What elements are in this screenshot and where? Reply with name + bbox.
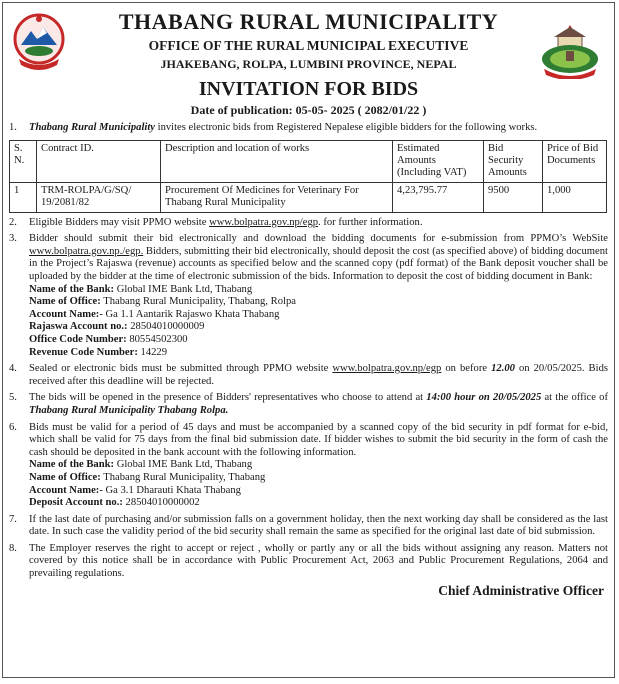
clause-text: The Employer reserves the right to accept or reject , wholly or partly any or all the bids without assigning any reason. Matters not covered by this notice shall be in accordance with Public Procurement Act, 2063 and Public Procurement Regulations, 2064 and prevailing regulations. xyxy=(29,542,608,580)
bank-name-label: Name of the Bank: xyxy=(29,283,115,295)
deposit-account-row xyxy=(29,497,608,510)
clause-2-pre: Eligible Bidders may visit PPMO website xyxy=(29,216,210,228)
municipality-logo xyxy=(538,23,602,79)
clause-number: 3. xyxy=(9,233,17,245)
clause-number: 5. xyxy=(9,392,17,404)
clause-8 xyxy=(9,543,608,581)
office-code-row xyxy=(29,334,608,347)
signatory-title: Chief Administrative Officer xyxy=(438,582,604,598)
clause-number: 2. xyxy=(9,216,17,228)
clause-3-p1: Bidder should submit their bid electronically and download the bidding documents for e-submission from PPMO’s WebSite xyxy=(29,233,608,245)
account-name-label: Account Name:- xyxy=(29,308,103,320)
clause-1-text: invites electronic bids from Registered Nepalese eligible bidders for the following works. xyxy=(154,122,538,133)
table-header-row xyxy=(10,140,607,182)
clause-4-post: on 20/05/2025. Bids received after this deadline will be rejected. xyxy=(29,363,608,387)
ppmo-link[interactable]: www.bolpatra.gov.np./egp. xyxy=(29,245,144,257)
clause-text xyxy=(29,422,608,510)
account-name-label: Account Name:- xyxy=(29,484,103,496)
clause-6 xyxy=(9,422,608,510)
clause-5-mid: at the office of xyxy=(541,392,608,404)
cell-price: 1,000 xyxy=(543,182,607,212)
clause-number: 1. xyxy=(9,122,17,133)
deadline-time: 12.00 xyxy=(491,363,515,375)
revenue-code-value: 14229 xyxy=(137,346,168,358)
notice-body xyxy=(3,122,614,135)
office-name: OFFICE OF THE RURAL MUNICIPAL EXECUTIVE xyxy=(148,38,469,53)
clause-3 xyxy=(9,233,608,359)
bank-name-value: Global IME Bank Ltd, Thabang xyxy=(114,283,253,295)
deposit-account-label: Deposit Account no.: xyxy=(29,497,123,509)
rajaswa-account-row xyxy=(29,321,608,334)
clause-text xyxy=(29,122,608,135)
notice-clauses xyxy=(3,217,614,581)
header-description: Description and location of works xyxy=(161,140,393,182)
clause-number: 8. xyxy=(9,542,17,554)
office-name-label: Name of Office: xyxy=(29,471,101,483)
office-code-value: 80554502300 xyxy=(126,333,188,345)
account-name-value: Ga 3.1 Dharauti Khata Thabang xyxy=(102,484,241,496)
office-name-label: Name of Office: xyxy=(29,296,101,308)
header-contract: Contract ID. xyxy=(37,140,161,182)
opening-place: Thabang Rural Municipality Thabang Rolpa. xyxy=(29,404,229,416)
opening-time: 14:00 hour on 20/05/2025 xyxy=(426,392,542,404)
account-name-row xyxy=(29,309,608,322)
clause-text xyxy=(29,363,608,388)
clause-7 xyxy=(9,514,608,539)
clause-2-post: . for further information. xyxy=(318,216,423,228)
municipality-title: THABANG RURAL MUNICIPALITY xyxy=(118,9,499,34)
office-name-value: Thabang Rural Municipality, Thabang, Rolpa xyxy=(100,296,296,308)
account-name-value: Ga 1.1 Aantarik Rajaswo Khata Thabang xyxy=(102,308,280,320)
clause-2 xyxy=(9,217,608,230)
municipality-name: Thabang Rural Municipality xyxy=(29,122,155,133)
office-name-row xyxy=(29,472,608,485)
cell-description: Procurement Of Medicines for Veterinary For Thabang Rural Municipality xyxy=(161,182,393,212)
header-price: Price of Bid Documents xyxy=(543,140,607,182)
clause-4-pre: Sealed or electronic bids must be submitted through PPMO website xyxy=(29,363,333,375)
bank-name-row xyxy=(29,459,608,472)
clause-text: If the last date of purchasing and/or submission falls on a government holiday, then the next working day shall be considered as the last date. In such case the validity period of the bid security shall remain the same as specified for the original last date of bid submission. xyxy=(29,513,608,538)
clause-6-text: Bids must be valid for a period of 45 days and must be accompanied by a scanned copy of the bid security in pdf format for e-bid, which shall be valid for 75 days from the final bid submission date. If bidder wishes to submit the bid security in the form of cash the cash should be deposited in the bank account with the following information. xyxy=(29,421,608,458)
ppmo-link[interactable]: www.bolpatra.gov.np/egp xyxy=(332,363,442,375)
cell-estimated: 4,23,795.77 xyxy=(393,182,484,212)
revenue-code-label: Revenue Code Number: xyxy=(29,346,138,358)
clause-5 xyxy=(9,392,608,417)
header-estimated: Estimated Amounts (Including VAT) xyxy=(393,140,484,182)
clause-4-mid: on before xyxy=(441,363,492,375)
office-address: JHAKEBANG, ROLPA, LUMBINI PROVINCE, NEPAL xyxy=(160,57,457,71)
notice-header xyxy=(3,9,614,118)
office-name-row xyxy=(29,296,608,309)
bank-name-row xyxy=(29,284,608,297)
ppmo-link[interactable]: www.bolpatra.gov.np/egp xyxy=(209,216,319,228)
clause-number: 4. xyxy=(9,363,17,375)
header-security: Bid Security Amounts xyxy=(484,140,543,182)
clause-5-pre: The bids will be opened in the presence of Bidders' representatives who choose to attend at xyxy=(29,392,427,404)
rajaswa-account-value: 28504010000009 xyxy=(127,321,205,333)
publication-date: Date of publication: 05-05- 2025 ( 2082/01/22 ) xyxy=(190,103,427,117)
bid-table xyxy=(9,140,607,213)
cell-security: 9500 xyxy=(484,182,543,212)
bank-name-label: Name of the Bank: xyxy=(29,459,115,471)
account-name-row xyxy=(29,485,608,498)
clause-text xyxy=(29,217,608,230)
nepal-emblem-logo xyxy=(13,13,65,71)
header-sn: S. N. xyxy=(10,140,37,182)
bank-name-value: Global IME Bank Ltd, Thabang xyxy=(114,459,253,471)
office-name-value: Thabang Rural Municipality, Thabang xyxy=(100,471,266,483)
clause-number: 7. xyxy=(9,513,17,525)
revenue-code-row xyxy=(29,347,608,360)
clause-text xyxy=(29,392,608,417)
clause-number: 6. xyxy=(9,421,17,433)
office-code-label: Office Code Number: xyxy=(29,333,127,345)
clause-3-p2: Bidders, submitting their bid electronically, should deposit the cost (as specified above) of bidding document in the Project’s Rajaswa (revenue) accounts as specified below and the scanned copy (pdf format) of the Bank deposit voucher shall be uploaded by the bidder at the time of electronic submission of the bids. Information to deposit the cost of bidding document in Bank: xyxy=(29,245,608,282)
cell-sn: 1 xyxy=(10,182,37,212)
cell-contract: TRM-ROLPA/G/SQ/ 19/2081/82 xyxy=(37,182,161,212)
rajaswa-account-label: Rajaswa Account no.: xyxy=(29,321,128,333)
clause-1 xyxy=(9,122,608,135)
clause-text xyxy=(29,233,608,359)
table-row xyxy=(10,182,607,212)
deposit-account-value: 28504010000002 xyxy=(122,497,200,509)
clause-4 xyxy=(9,363,608,388)
notice-title: INVITATION FOR BIDS xyxy=(198,78,419,100)
notice-page xyxy=(2,2,615,678)
